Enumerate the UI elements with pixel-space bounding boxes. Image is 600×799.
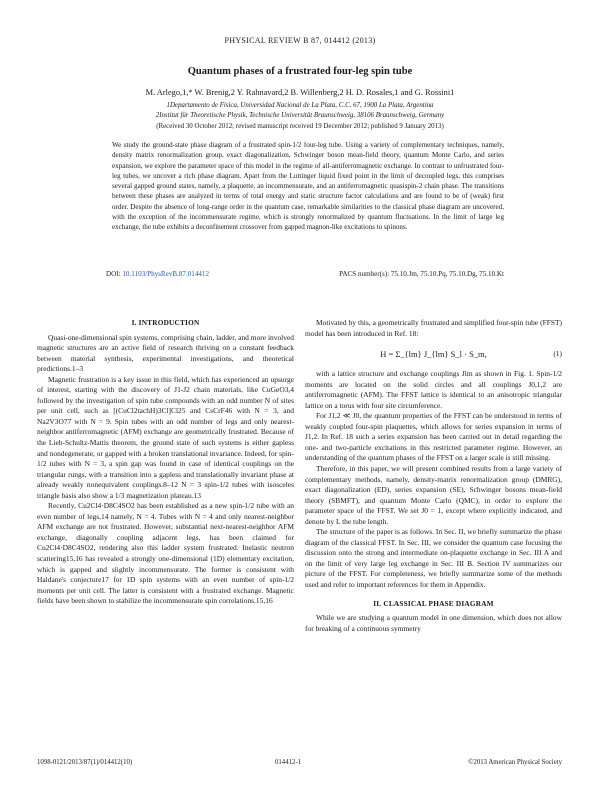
equation-body: H = Σ_{lm} J_{lm} S_l · S_m, [380, 348, 487, 359]
section-heading-classical: II. CLASSICAL PHASE DIAGRAM [373, 598, 494, 608]
affiliation-2: 2Institut für Theoretische Physik, Technische Universität Braunschweig, 38106 Braunschweig, Germany [155, 112, 445, 119]
right-paragraph-2: with a lattice structure and exchange couplings Jlm as shown in Fig. 1. Spin-1/2 moments are located on the solid circles and all couplings J0,1,2 are antiferromagnetic (AFM). The FFST lattice is identical to an anisotropic triangular lattice on a torus with four site circumference. [305, 369, 562, 410]
right-paragraph-6: While we are studying a quantum model in one dimension, which does not allow for breaking of a continuous symmetry [305, 613, 562, 633]
doi-link[interactable]: 10.1103/PhysRevB.87.014412 [122, 270, 210, 278]
journal-header: PHYSICAL REVIEW B 87, 014412 (2013) [224, 36, 376, 45]
author-list: M. Arlego,1,* W. Brenig,2 Y. Rahnavard,2 B. Willenberg,2 H. D. Rosales,1 and G. Rossini1 [145, 88, 455, 97]
footer-copyright: ©2013 American Physical Society [468, 759, 562, 766]
right-paragraph-1: Motivated by this, a geometrically frustrated and simplified four-spin tube (FFST) model has been introduced in Ref. 18: [305, 318, 562, 338]
received-dates: (Received 30 October 2012; revised manuscript received 19 December 2012; published 9 January 2013) [156, 123, 444, 130]
right-paragraph-4: Therefore, in this paper, we will present combined results from a large variety of complementary methods, namely, density-matrix renormalization group (DMRG), exact diagonalization (ED), series expansion (SE), Schwinger bosons mean-field theory (SBMFT), and quantum Monte Carlo (QMC), in order to explore the parameter space of the FFST. We set J0 = 1, except where explicitly indicated, and denote by L the tube length. [305, 464, 562, 526]
doi-row [106, 270, 504, 278]
right-paragraph-3: For J1,2 ≪ J0, the quantum properties of the FFST can be understood in terms of weakly coupled four-spin plaquettes, which allows for series expansion in terms of J1,2. In Ref. 18 such a series expansion has been carried out in detail regarding the one- and two-particle excitations in this restricted parameter regime. However, an understanding of the quantum phases of the FFST on a larger scale is still missing. [305, 411, 562, 463]
affiliation-1: 1Departamento de Física, Universidad Nacional de La Plata, C.C. 67, 1900 La Plata, Argentina [166, 102, 434, 109]
equation-1 [305, 343, 562, 365]
doi-label: DOI: [106, 270, 121, 278]
footer-article-code: 1098-0121/2013/87(1)/014412(10) [37, 759, 133, 766]
abstract: We study the ground-state phase diagram of a frustrated spin-1/2 four-leg tube. Using a variety of complementary techniques, namely, density matrix renormalization group, exact diagonalization, Schwinger boson mean-field theory, quantum Monte Carlo, and series expansion, we explore the parameter space of this model in the regime of all-antiferromagnetic exchange. In contrast to unfrustrated four-leg tubes, we uncover a rich phase diagram. Apart from the Luttinger liquid fixed point in the limit of decoupled legs, this comprises several gapped ground states, namely, a plaquette, an incommensurate, and an antiferromagnetic quasispin-2 chain phase. The transitions between these phases are analyzed in terms of total energy and static structure factor calculations and are found to be of (weak) first order. Despite the absence of long-range order in the quantum case, remarkable similarities to the classical phase diagram are uncovered, with the exception of the incommensurate regime, which is strongly renormalized by quantum fluctuations. In the limit of large leg exchange, the tube exhibits a deconfinement crossover from gapped magnon-like excitations to spinons. [112, 141, 504, 232]
right-paragraph-5: The structure of the paper is as follows. In Sec. II, we briefly summarize the phase diagram of the classical FFST. In Sec. III, we consider the quantum case focusing the discussion onto the strong and intermediate on-plaquette exchange in Sec. III A and on the limit of very large leg exchange in Sec. III B. Section IV summarizes our picture of the FFST. For completeness, we briefly summarize some of the methods used and refer to important references for them in Appendix. [305, 527, 562, 590]
right-column [305, 318, 562, 634]
intro-paragraph-2: Magnetic frustration is a key issue in this field, which has experienced an upsurge of interest, starting with the discovery of J1-J2 chain materials, like CuGeO3,4 followed by the investigation of spin tube compounds with an odd number N of sites per unit cell, such as [(CuCl2tachH)3Cl]Cl25 and CsCrF46 with N = 3, and Na2V3O77 with N = 9. Spin tubes with an odd number of legs and only nearest-neighbor antiferromagnetic (AFM) exchange are geometrically frustrated. Because of the Lieb-Schultz-Mattis theorem, the ground state of such systems is either gapless and nondegenerate, or gapped with a broken translational invariance. Indeed, for spin-1/2 tubes with N = 3, a spin gap was found in case of identical couplings on the triangular rungs, with a transition into a gapless and translationally invariant phase at already weakly nonequivalent couplings.8–12 N = 3 spin-1/2 tubes with isosceles triangle basis also show a 1/3 magnetization plateau.13 [37, 374, 294, 500]
left-column [37, 318, 294, 607]
pacs-numbers: PACS number(s): 75.10.Jm, 75.10.Pq, 75.10.Dg, 75.10.Kt [339, 270, 504, 278]
intro-paragraph-3: Recently, Cu2Cl4·D8C4SO2 has been established as a new spin-1/2 tube with an even number of legs,14 namely, N = 4. Tubes with N = 4 and only nearest-neighbor AFM exchange are not frustrated. However, substantial next-nearest-neighbor AFM exchange, diagonally coupling adjacent legs, has been claimed for Cu2Cl4·D8C4SO2, rendering also this ladder system frustrated. Inelastic neutron scattering15,16 has revealed a strongly one-dimensional (1D) elementary excitation, which is gapped and slightly incommensurate. The former is consistent with Haldane's conjecture17 for 1D spin systems with an even number of spin-1/2 moments per unit cell. The latter is consistent with a frustrated exchange. Magnetic fields have been shown to stabilize the incommensurate spin correlations.15,16 [37, 501, 294, 606]
section-heading-introduction: I. INTRODUCTION [131, 318, 200, 327]
equation-number: (1) [553, 348, 562, 358]
intro-paragraph-1: Quasi-one-dimensional spin systems, comprising chain, ladder, and more involved magnetic structures are an active field of research thriving on a constant feedback between material synthesis, experimental investigations, and theoretical predictions.1–3 [37, 332, 294, 374]
footer-page-number: 014412-1 [275, 759, 302, 766]
paper-title: Quantum phases of a frustrated four-leg spin tube [187, 66, 413, 77]
